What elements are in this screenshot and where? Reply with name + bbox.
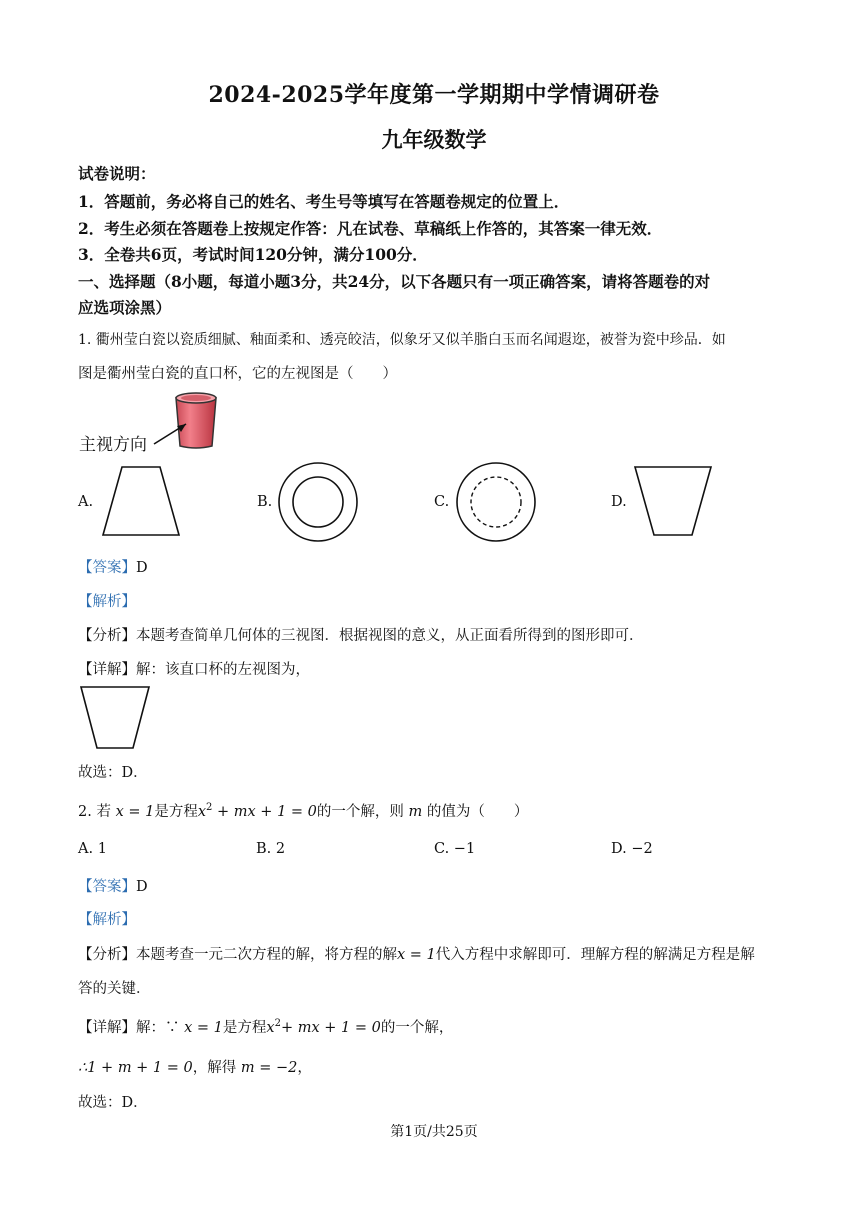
option-c-figure [455, 461, 537, 543]
fenxi-text: 本题考查简单几何体的三视图．根据视图的意义，从正面看所得到的图形即可． [136, 628, 644, 644]
detail-eq2-rest: + mx + 1 = 0 [280, 1020, 381, 1036]
instruction-item: 1．答题前，务必将自己的姓名、考生号等填写在答题卷规定的位置上． [78, 192, 570, 211]
q2-pre: 2. 若 [78, 804, 111, 820]
instructions-heading: 试卷说明： [78, 164, 156, 183]
arrow-icon [150, 418, 190, 448]
fenxi-eq: x = 1 [397, 947, 436, 963]
q2-end: 的值为（ ） [426, 804, 529, 820]
detail-text-b: 是方程 [222, 1020, 267, 1036]
step-eq: ∴1 + m + 1 = 0 [78, 1060, 193, 1076]
q2-detail [78, 1016, 453, 1037]
q2-eq1: x = 1 [115, 804, 155, 820]
detail-eq1: x = 1 [184, 1020, 223, 1036]
option-a-figure [100, 464, 182, 538]
detail-eq2-x: x [266, 1020, 275, 1036]
q1-fenxi [78, 624, 644, 645]
detail-eq2-sup: 2 [274, 1018, 281, 1030]
q2-conclusion: 故选：D． [78, 1095, 148, 1111]
detail-tag: 【详解】 [78, 662, 136, 678]
q2-mid: 是方程 [154, 804, 198, 820]
q1-answer [78, 556, 148, 577]
option-d-label: D. [611, 494, 627, 510]
instruction-item: 3．全卷共6页，考试时间120分钟，满分100分． [78, 245, 428, 264]
q1-text: 1. 衢州莹白瓷以瓷质细腻、釉面柔和、透亮皎洁，似象牙又似羊脂白玉而名闻遐迩，被誉为瓷中珍品．如 [78, 332, 726, 348]
q2-eq2-x: x [197, 804, 207, 820]
section-heading-cont: 应选项涂黑） [78, 298, 172, 317]
analysis-tag: 【解析】 [78, 912, 136, 928]
fenxi-tag: 【分析】 [78, 947, 136, 963]
q1-detail [78, 658, 310, 679]
fenxi-text: 本题考查一元二次方程的解，将方程的解 [136, 947, 397, 963]
fenxi-text-cont: 代入方程中求解即可．理解方程的解满足方程是解 [435, 947, 755, 963]
q1-text-cont: 图是衢州莹白瓷的直口杯，它的左视图是（ ） [78, 366, 397, 382]
q2-var: m [408, 804, 423, 820]
instruction-item: 2．考生必须在答题卷上按规定作答：凡在试卷、草稿纸上作答的，其答案一律无效． [78, 219, 663, 238]
detail-text: 解：该直口杯的左视图为， [136, 662, 310, 678]
analysis-tag: 【解析】 [78, 594, 136, 610]
option-b-label: B. [257, 494, 273, 510]
q2-post: 的一个解，则 [316, 804, 404, 820]
answer-value: D [136, 560, 148, 576]
fenxi-tag: 【分析】 [78, 628, 136, 644]
detail-text: 解：∵ [136, 1020, 180, 1036]
q2-eq2-sup: 2 [206, 802, 213, 814]
q1-conclusion: 故选：D． [78, 765, 148, 781]
cup-label: 主视方向 [79, 435, 147, 455]
step-result: m = −2 [240, 1060, 298, 1076]
q2-step [78, 1056, 312, 1077]
paper-title: 2024-2025学年度第一学期期中学情调研卷 [208, 82, 660, 108]
answer-figure [78, 684, 152, 752]
q2-fenxi-cont: 答的关键． [78, 981, 151, 997]
section-heading: 一、选择题（8小题，每道小题3分，共24分，以下各题只有一项正确答案，请将答题卷的对 [78, 272, 711, 291]
step-text: ，解得 [192, 1060, 237, 1076]
answer-tag: 【答案】 [78, 879, 136, 895]
answer-value: D [136, 879, 148, 895]
option-c-label: C. [434, 494, 450, 510]
q2-option-c: C. −1 [434, 841, 476, 857]
step-end: ， [297, 1060, 312, 1076]
q2-option-d: D. −2 [611, 841, 653, 857]
detail-text-c: 的一个解， [380, 1020, 454, 1036]
page-number: 第1页/共25页 [390, 1124, 478, 1140]
q2-answer [78, 875, 148, 896]
option-d-figure [632, 464, 714, 538]
q2-option-a: A. 1 [78, 841, 107, 857]
q2-fenxi [78, 943, 755, 964]
answer-tag: 【答案】 [78, 560, 136, 576]
q2-text [78, 800, 528, 821]
option-a-label: A. [78, 494, 94, 510]
detail-tag: 【详解】 [78, 1020, 136, 1036]
q2-option-b: B. 2 [256, 841, 286, 857]
q2-eq2-rest: + mx + 1 = 0 [212, 804, 317, 820]
paper-subtitle: 九年级数学 [381, 127, 487, 152]
option-b-figure [277, 461, 359, 543]
